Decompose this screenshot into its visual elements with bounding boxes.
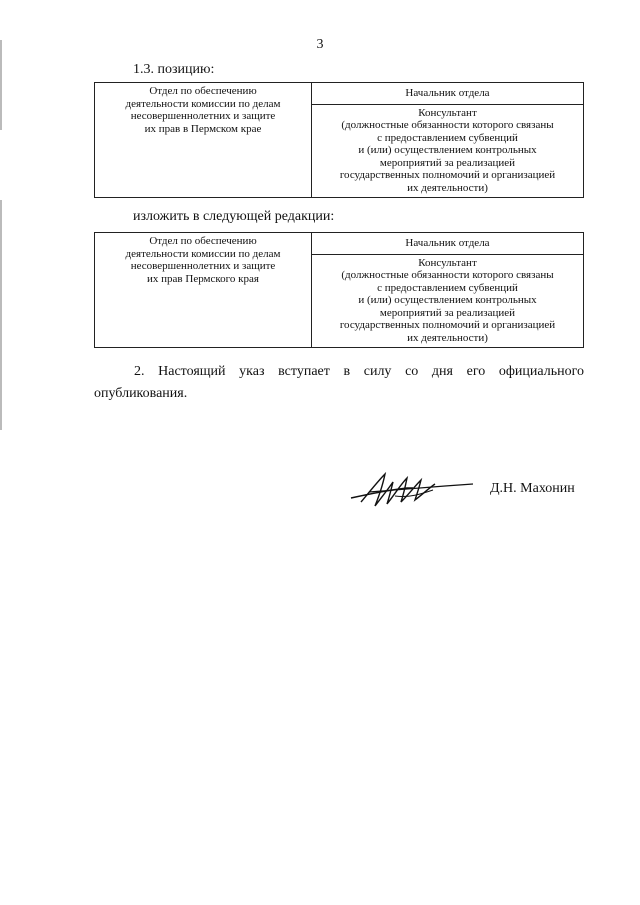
scan-edge-mark (0, 40, 2, 130)
final-clause: 2. Настоящий указ вступает в силу со дня его официального опубликования. (94, 364, 584, 401)
replace-intro: изложить в следующей редакции: (133, 209, 335, 224)
signer-name: Д.Н. Махонин (490, 481, 575, 496)
page-number: 3 (316, 37, 324, 52)
scan-edge-mark (0, 200, 2, 430)
head-position-cell: Начальник отдела (312, 83, 584, 105)
position-intro: 1.3. позицию: (133, 62, 215, 77)
department-cell: Отдел по обеспечению деятельности комиссии по делам несовершеннолетних и защите их прав в Пермском крае (95, 83, 312, 198)
consultant-position-cell: Консультант (должностные обязанности которого связаны с предоставлением субвенций и (или) осуществлением контрольных мероприятий за реализацией государственных полномочий и организацией их деятельности) (312, 254, 584, 348)
table-new-position (94, 232, 584, 348)
consultant-position-cell: Консультант (должностные обязанности которого связаны с предоставлением субвенций и (или) осуществлением контрольных мероприятий за реализацией государственных полномочий и организацией их деятельности) (312, 104, 584, 198)
table-row (95, 83, 584, 105)
department-cell: Отдел по обеспечению деятельности комиссии по делам несовершеннолетних и защите их прав Пермского края (95, 233, 312, 348)
head-position-cell: Начальник отдела (312, 233, 584, 255)
table-row (95, 233, 584, 255)
table-old-position (94, 82, 584, 198)
handwritten-signature (349, 468, 479, 510)
